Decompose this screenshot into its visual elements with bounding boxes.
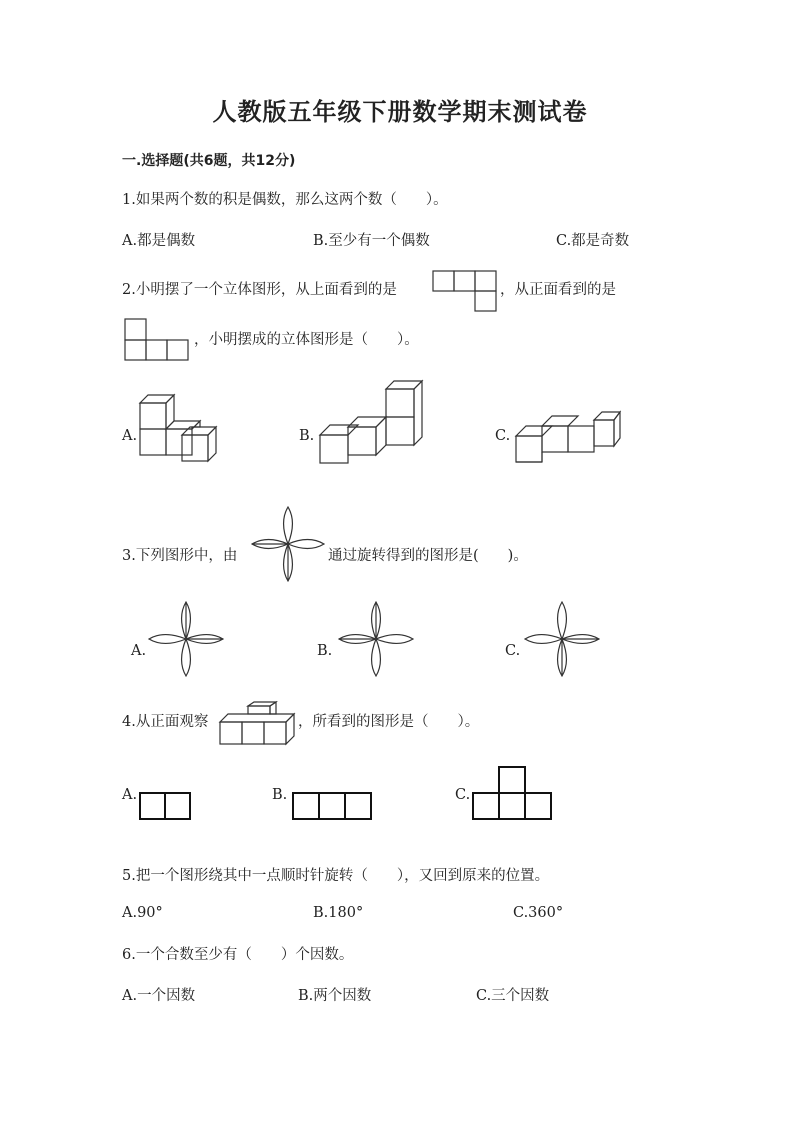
option-c-petal-figure xyxy=(523,600,601,678)
question-1-option-b[interactable]: B.至少有一个偶数 xyxy=(313,233,430,249)
question-1-text: 1.如果两个数的积是偶数，那么这两个数（ ）。 xyxy=(122,192,448,208)
question-4-option-b[interactable]: B. xyxy=(272,787,288,803)
question-2-text-part2: ，从正面看到的是 xyxy=(500,282,616,298)
question-6-text: 6.一个合数至少有（ ）个因数。 xyxy=(122,947,354,963)
question-4-text-part1: 4.从正面观察 xyxy=(122,714,209,730)
question-3-option-c[interactable]: C. xyxy=(505,643,521,659)
question-6-option-c[interactable]: C.三个因数 xyxy=(476,988,550,1004)
question-5-option-b[interactable]: B.180° xyxy=(313,905,364,921)
petal-reference-figure xyxy=(250,505,326,583)
question-3-option-a[interactable]: A. xyxy=(131,643,147,659)
question-5-option-c[interactable]: C.360° xyxy=(513,905,564,921)
question-4-option-c[interactable]: C. xyxy=(455,787,471,803)
question-3-option-b[interactable]: B. xyxy=(317,643,333,659)
question-5-text: 5.把一个图形绕其中一点顺时针旋转（ ），又回到原来的位置。 xyxy=(122,868,550,884)
question-6-option-b[interactable]: B.两个因数 xyxy=(298,988,372,1004)
question-4-text-part2: ，所看到的图形是（ ）。 xyxy=(298,714,480,730)
option-b-cube-figure xyxy=(318,385,428,467)
page-title: 人教版五年级下册数学期末测试卷 xyxy=(212,98,588,126)
cube-stack-reference-figure xyxy=(218,704,298,746)
question-1-option-c[interactable]: C.都是奇数 xyxy=(556,233,630,249)
question-2-option-b[interactable]: B. xyxy=(299,428,315,444)
option-b-petal-figure xyxy=(337,600,415,678)
question-5-option-a[interactable]: A.90° xyxy=(122,905,163,921)
question-6-option-a[interactable]: A.一个因数 xyxy=(122,988,196,1004)
option-c-front-view xyxy=(472,766,554,822)
option-a-petal-figure xyxy=(147,600,225,678)
question-1-option-a[interactable]: A.都是偶数 xyxy=(122,233,196,249)
question-2-text-part3: ，小明摆成的立体图形是（ ）。 xyxy=(194,332,419,348)
question-3-text-part2: 通过旋转得到的图形是( )。 xyxy=(328,548,528,564)
option-b-front-view xyxy=(292,792,374,822)
question-3-text-part1: 3.下列图形中，由 xyxy=(122,548,238,564)
question-2-option-c[interactable]: C. xyxy=(495,428,511,444)
option-a-front-view xyxy=(139,792,193,822)
question-4-option-a[interactable]: A. xyxy=(122,787,138,803)
top-view-figure xyxy=(432,270,498,314)
option-c-cube-figure xyxy=(514,410,620,466)
question-2-option-a[interactable]: A. xyxy=(122,428,138,444)
section-heading: 一.选择题(共6题，共12分) xyxy=(122,153,296,169)
question-2-text-part1: 2.小明摆了一个立体图形，从上面看到的是 xyxy=(122,282,397,298)
front-view-figure xyxy=(124,318,190,362)
option-a-cube-figure xyxy=(138,393,230,465)
